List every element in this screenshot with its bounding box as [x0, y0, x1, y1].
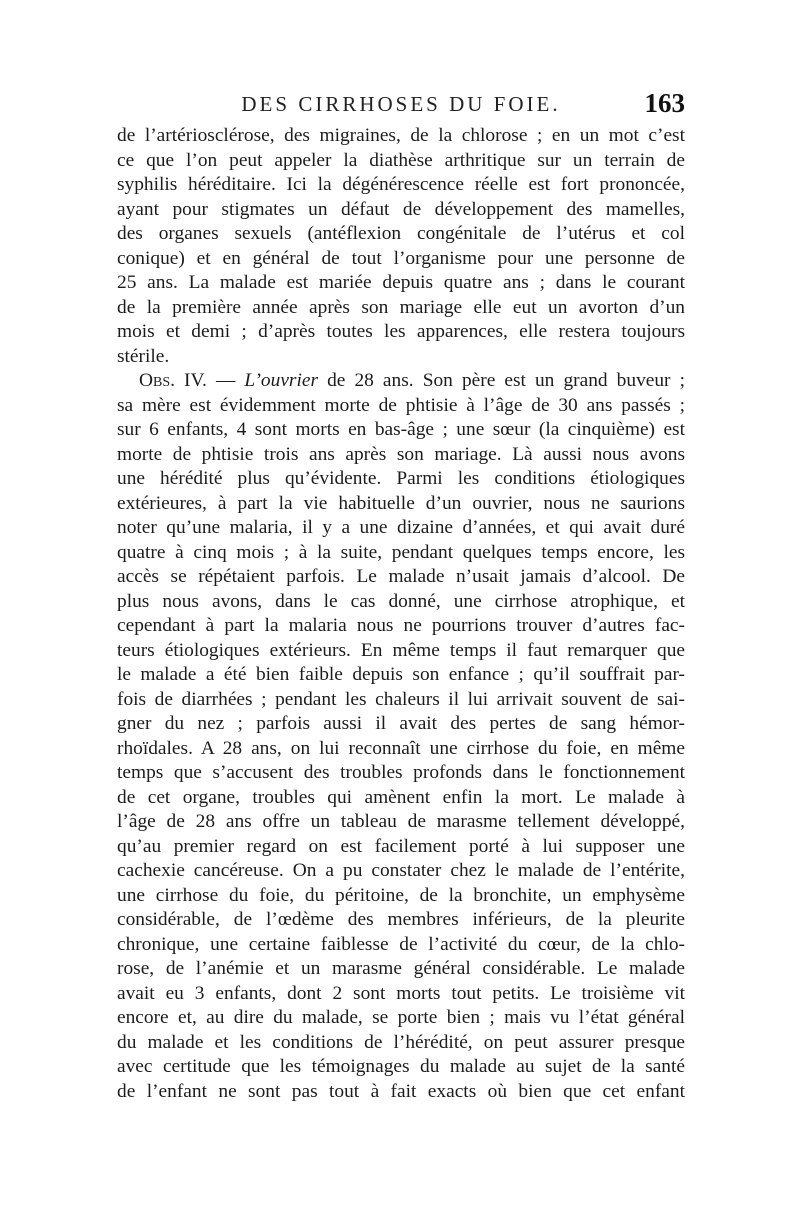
text-line: avait eu 3 enfants, dont 2 sont morts tout petits. Le troisième vit [117, 982, 685, 1004]
text-line: du malade et les conditions de l’hérédité, on peut assurer presque [117, 1031, 685, 1053]
page-header [117, 86, 685, 128]
text-line: rose, de l’anémie et un marasme général considérable. Le malade [117, 958, 685, 979]
text-line: de l’enfant ne sont pas tout à fait exacts où bien que cet enfant [117, 1080, 685, 1102]
text-line: fois de diarrhées ; pendant les chaleurs il lui arrivait souvent de sai- [117, 688, 685, 710]
text-line: plus nous avons, dans le cas donné, une cirrhose atrophique, et [117, 590, 685, 612]
observation-heading-line [117, 369, 685, 394]
text-line: cachexie cancéreuse. On a pu constater chez le malade de l’entérite, [117, 860, 685, 881]
text-line: noter qu’une malaria, il y a une dizaine d’années, et qui avait duré [117, 517, 685, 538]
text-line: conique) et en général de tout l’organisme pour une personne de [117, 247, 685, 269]
text-line: teurs étiologiques extérieurs. En même temps il faut remarquer que [117, 639, 685, 661]
text-line: de cet organe, troubles qui amènent enfin la mort. Le malade à [117, 786, 685, 808]
page-number: 163 [644, 88, 685, 118]
text-line: morte de phtisie trois ans après son mariage. Là aussi nous avons [117, 443, 685, 465]
text-line: sa mère est évidemment morte de phtisie à l’âge de 30 ans passés ; [117, 394, 685, 416]
text-line: quatre à cinq mois ; à la suite, pendant quelques temps encore, les [117, 541, 685, 563]
text-line: syphilis héréditaire. Ici la dégénérescence réelle est fort prononcée, [117, 174, 685, 195]
text-line: chronique, une certaine faiblesse de l’activité du cœur, de la chlo- [117, 933, 685, 955]
running-title: DES CIRRHOSES DU FOIE. [241, 92, 561, 116]
text-line: une hérédité plus qu’évidente. Parmi les conditions étiologiques [117, 468, 685, 489]
text-line: l’âge de 28 ans offre un tableau de marasme tellement développé, [117, 811, 685, 832]
text-line: encore et, au dire du malade, se porte bien ; mais vu l’état général [117, 1007, 685, 1028]
text-line: cependant à part la malaria nous ne pourrions trouver d’autres fac- [117, 615, 685, 636]
text-line: gner du nez ; parfois aussi il avait des pertes de sang hémor- [117, 713, 685, 734]
page-text [117, 124, 685, 1104]
observation-dash: — [215, 370, 236, 391]
text-line: accès se répétaient parfois. Le malade n’usait jamais d’alcool. De [117, 566, 685, 587]
text-line: qu’au premier regard on est facilement porté à lui supposer une [117, 835, 685, 857]
text-line: 25 ans. La malade est mariée depuis quatre ans ; dans le courant [117, 272, 685, 293]
text-line: de la première année après son mariage elle eut un avorton d’un [117, 296, 685, 318]
text-line: ayant pour stigmates un défaut de développement des mamelles, [117, 198, 685, 220]
text-line: temps que s’accusent des troubles profonds dans le fonctionnement [117, 762, 685, 783]
text-line: ce que l’on peut appeler la diathèse arthritique sur un terrain de [117, 149, 685, 171]
text-line: de l’artériosclérose, des migraines, de la chlorose ; en un mot c’est [117, 125, 685, 146]
observation-label: Obs. IV. [139, 370, 207, 391]
text-line: rhoïdales. A 28 ans, on lui reconnaît une cirrhose du foie, en même [117, 737, 685, 759]
text-line: des organes sexuels (antéflexion congénitale de l’utérus et col [117, 223, 685, 244]
text-line: mois et demi ; d’après toutes les apparences, elle restera toujours [117, 321, 685, 342]
observation-first-line: de 28 ans. Son père est un grand buveur ; [327, 370, 685, 391]
text-line: une cirrhose du foie, du péritoine, de la bronchite, un emphysème [117, 884, 685, 906]
text-line: le malade a été bien faible depuis son enfance ; qu’il souffrait par- [117, 664, 685, 685]
text-line: sur 6 enfants, 4 sont morts en bas-âge ; une sœur (la cinquième) est [117, 419, 685, 440]
text-line: extérieures, à part la vie habituelle d’un ouvrier, nous ne saurions [117, 492, 685, 514]
text-line: stérile. [117, 345, 170, 367]
observation-title: L’ouvrier [244, 370, 319, 391]
text-line: considérable, de l’œdème des membres inférieurs, de la pleurite [117, 909, 685, 930]
text-line: avec certitude que les témoignages du malade au sujet de la santé [117, 1056, 685, 1077]
